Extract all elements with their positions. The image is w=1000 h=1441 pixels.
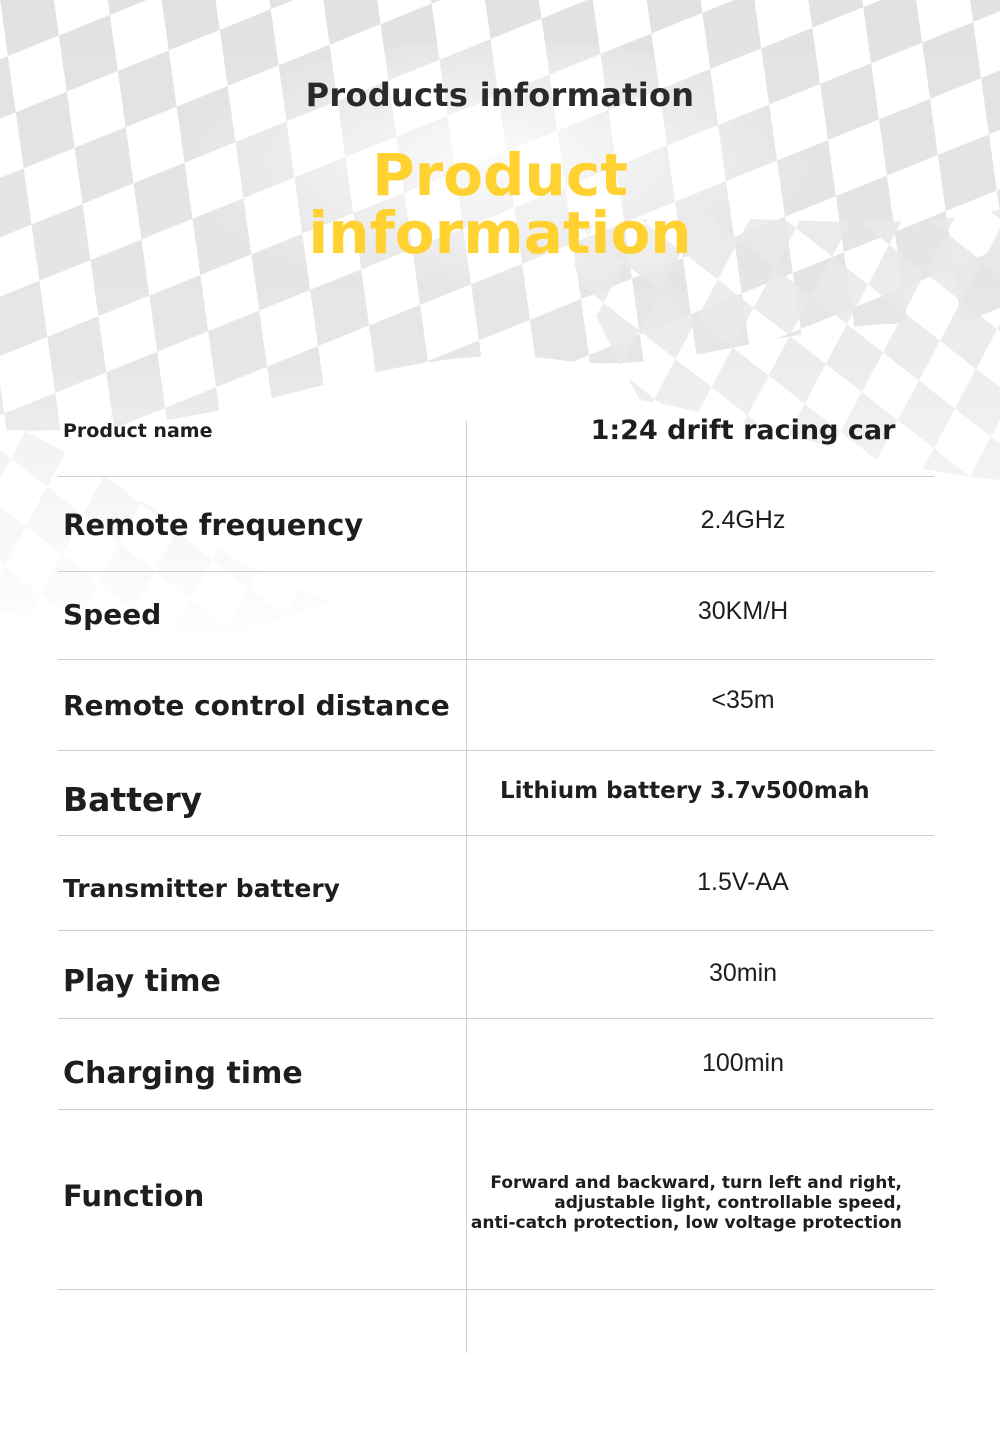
spec-value-charging-time: 100min bbox=[702, 1049, 784, 1077]
spec-label-remote-frequency: Remote frequency bbox=[63, 508, 364, 542]
spec-value-speed: 30KM/H bbox=[697, 597, 789, 625]
section-title-line-2: information bbox=[308, 199, 692, 267]
spec-label-charging-time: Charging time bbox=[63, 1056, 303, 1091]
row-divider bbox=[58, 750, 934, 751]
spec-value-battery: Lithium battery 3.7v500mah bbox=[500, 778, 870, 804]
section-subtitle: Products information bbox=[305, 76, 695, 114]
spec-value-function bbox=[470, 1173, 902, 1233]
spec-value-play-time: 30min bbox=[708, 959, 778, 987]
spec-value-transmitter-battery: 1.5V-AA bbox=[697, 868, 789, 896]
row-divider bbox=[58, 1109, 934, 1110]
spec-label-battery: Battery bbox=[63, 780, 203, 819]
spec-label-product-name: Product name bbox=[63, 420, 213, 442]
spec-label-remote-control-distance: Remote control distance bbox=[63, 689, 450, 722]
spec-value-remote-control-distance: <35m bbox=[711, 686, 775, 714]
function-line: anti-catch protection, low voltage protection bbox=[470, 1213, 902, 1233]
row-divider bbox=[58, 476, 934, 477]
row-divider bbox=[58, 1289, 934, 1290]
row-divider bbox=[58, 1018, 934, 1019]
spec-value-product-name: 1:24 drift racing car bbox=[590, 415, 896, 446]
column-divider bbox=[466, 421, 467, 1353]
spec-label-play-time: Play time bbox=[63, 964, 221, 999]
row-divider bbox=[58, 930, 934, 931]
spec-label-function: Function bbox=[63, 1179, 205, 1213]
section-title bbox=[0, 141, 1000, 267]
section-title-line-1: Product bbox=[372, 141, 628, 209]
function-line: adjustable light, controllable speed, bbox=[554, 1193, 902, 1213]
row-divider bbox=[58, 659, 934, 660]
row-divider bbox=[58, 571, 934, 572]
row-divider bbox=[58, 835, 934, 836]
spec-label-transmitter-battery: Transmitter battery bbox=[63, 874, 340, 903]
spec-value-remote-frequency: 2.4GHz bbox=[700, 506, 786, 534]
spec-label-speed: Speed bbox=[63, 598, 162, 631]
function-line: Forward and backward, turn left and right, bbox=[490, 1173, 902, 1193]
